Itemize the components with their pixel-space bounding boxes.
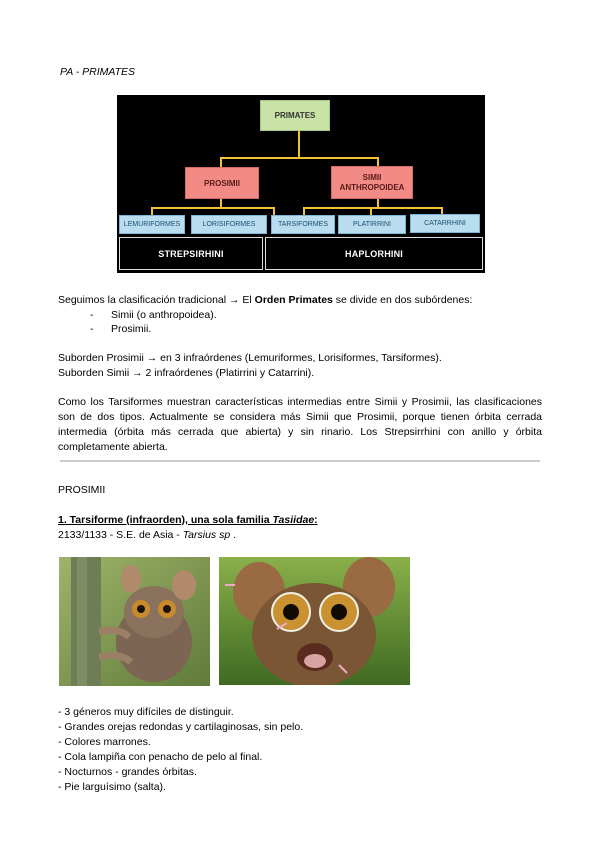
intro-bold: Orden Primates (254, 294, 333, 306)
bullet-text: Simii (o anthropoidea). (111, 309, 217, 321)
family-name: Tasiidae (272, 514, 315, 526)
intro-suffix: se divide en dos subórdenes: (332, 294, 473, 306)
prosimii-node: PROSIMII (185, 167, 259, 199)
group-strepsirhini: STREPSIRHINI (119, 237, 263, 270)
tarsier-face-image (219, 557, 410, 685)
bullet-text: Prosimii. (111, 323, 152, 335)
intro-prefix: Seguimos la clasificación tradicional → El (58, 294, 255, 306)
tarsier-photo-tree (59, 557, 210, 686)
trait-item: - Pie larguísimo (salta). (58, 781, 166, 793)
group-haplorhini: HAPLORHINI (265, 237, 483, 270)
leaf-lorisiformes: LORISIFORMES (191, 215, 267, 234)
taxonomy-diagram (117, 95, 485, 273)
trait-item: - 3 géneros muy difíciles de distinguir. (58, 706, 234, 718)
anthropoidea-label: ANTHROPOIDEA (339, 182, 405, 192)
trait-item: - Colores marrones. (58, 736, 151, 748)
intro-line (58, 293, 472, 307)
subsection-title-text: 1. Tarsiforme (infraorden), una sola familia (58, 514, 273, 526)
trait-item: - Nocturnos - grandes órbitas. (58, 766, 197, 778)
species-name: Tarsius sp (182, 529, 231, 541)
tarsier-photo-face (219, 557, 410, 685)
bullet-item: - Simii (o anthropoidea). (90, 309, 217, 321)
bullet-item: - Prosimii. (90, 323, 152, 335)
leaf-tarsiformes: TARSIFORMES (271, 215, 335, 234)
leaf-lemuriformes: LEMURIFORMES (119, 215, 185, 234)
section-title: PROSIMII (58, 484, 106, 496)
suborder-prosimii: Suborden Prosimii → en 3 infraórdenes (Lemuriformes, Lorisiformes, Tarsiformes). (58, 352, 442, 364)
page-header: PA - PRIMATES (60, 66, 136, 78)
section-divider (60, 460, 540, 462)
leaf-catarrhini: CATARRHINI (410, 214, 480, 233)
detail-suffix: . (230, 529, 237, 541)
primates-node: PRIMATES (260, 100, 330, 131)
subsection-title (58, 513, 318, 527)
suborder-simii: Suborden Simii → 2 infraórdenes (Platirrini y Catarrini). (58, 367, 315, 379)
simii-label: SIMII (362, 172, 382, 182)
tarsiform-paragraph: Como los Tarsiformes muestran características intermedias entre Simii y Prosimii, las clasificaciones son de dos tipos. Actualmente se considera más Simii que Prosimii, porque tienen órbita cerrada intermedia (órbita más cerrada que abierta) y sin rinario. Los Strepsirrhini con anillo y órbita completamente abierta. (58, 396, 542, 453)
subsection-colon: : (314, 514, 318, 526)
trait-item: - Grandes orejas redondas y cartilaginosas, sin pelo. (58, 721, 304, 733)
tarsier-tree-image (59, 557, 210, 686)
subsection-detail (58, 528, 236, 542)
leaf-platirrini: PLATIRRINI (338, 215, 406, 234)
simii-node (331, 166, 413, 199)
detail-prefix: 2133/1133 - S.E. de Asia - (58, 529, 183, 541)
trait-item: - Cola lampiña con penacho de pelo al final. (58, 751, 263, 763)
